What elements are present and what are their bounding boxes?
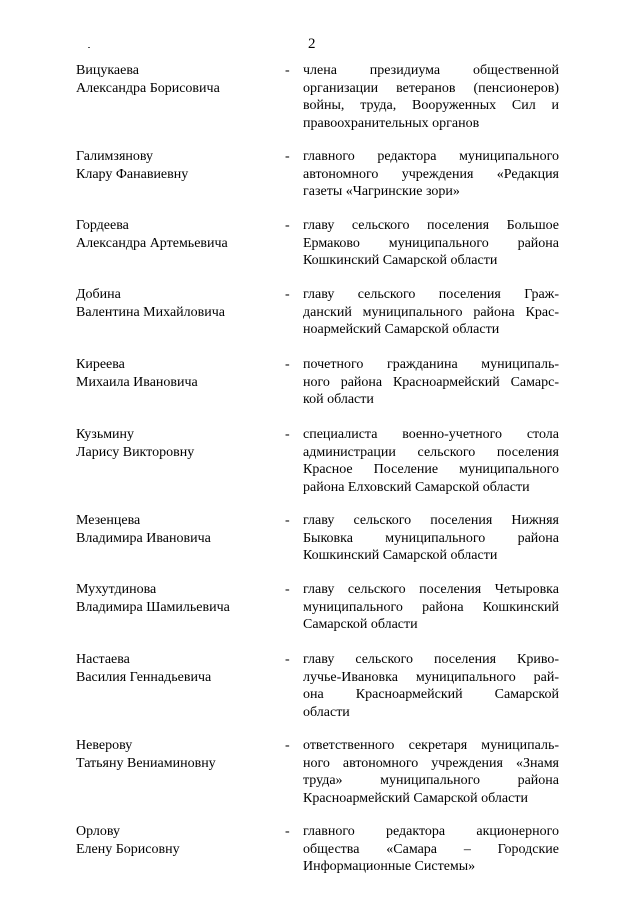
given-names: Владимира Ивановича [76, 530, 211, 546]
dash-separator: - [285, 513, 290, 528]
surname: Гордеева [76, 218, 129, 233]
dash-separator: - [285, 652, 290, 667]
role-line: ответственного секретаря муниципаль- [303, 738, 559, 753]
surname: Киреева [76, 357, 125, 372]
role-line: кой области [303, 392, 374, 407]
role-line: ного автономного учреждения «Знамя [303, 755, 559, 771]
surname: Галимзянову [76, 149, 154, 164]
surname: Вицукаева [76, 63, 139, 78]
given-names: Александра Артемьевича [76, 235, 228, 251]
person-name [76, 286, 276, 321]
person-name [76, 651, 276, 686]
role-line: лучье-Ивановка муниципального рай- [303, 669, 559, 685]
role-line: Кошкинский Самарской области [303, 253, 498, 268]
surname: Настаева [76, 652, 130, 667]
dash-separator: - [285, 357, 290, 372]
role-line: Информационные Системы» [303, 859, 476, 874]
dash-separator: - [285, 582, 290, 597]
role-line: Самарской области [303, 617, 418, 632]
surname: Добина [76, 287, 121, 302]
person-name [76, 737, 276, 772]
role-line: труда» муниципального района [303, 773, 559, 788]
role-line: данский муниципального района Крас- [303, 304, 559, 320]
person-name [76, 823, 276, 858]
role-line: Ермаково муниципального района [303, 235, 559, 251]
role-line: главу сельского поселения Криво- [303, 652, 559, 667]
person-role [303, 286, 559, 339]
scan-speck [88, 47, 90, 48]
given-names: Василия Геннадьевича [76, 669, 212, 685]
role-line: администрации сельского поселения [303, 444, 559, 460]
person-role [303, 148, 559, 201]
role-line: Красное Поселение муниципального [303, 462, 559, 477]
given-names: Александра Борисовича [76, 80, 220, 96]
page-number: 2 [308, 36, 316, 52]
person-name [76, 426, 276, 461]
person-role [303, 62, 559, 132]
role-line: области [303, 704, 350, 720]
role-line: района Елховский Самарской области [303, 479, 530, 495]
dash-separator: - [285, 738, 290, 753]
role-line: она Красноармейский Самарской [303, 687, 559, 702]
person-role [303, 823, 559, 876]
role-line: главного редактора муниципального [303, 149, 559, 164]
surname: Неверову [76, 738, 133, 753]
person-name [76, 148, 276, 183]
dash-separator: - [285, 287, 290, 302]
role-line: главу сельского поселения Нижняя [303, 513, 559, 528]
dash-separator: - [285, 218, 290, 233]
role-line: главу сельского поселения Четыровка [303, 582, 559, 597]
role-line: войны, труда, Вооруженных Сил и [303, 98, 559, 113]
role-line: муниципального района Кошкинский [303, 599, 559, 615]
given-names: Владимира Шамильевича [76, 599, 230, 615]
role-line: специалиста военно-учетного стола [303, 427, 559, 442]
role-line: главного редактора акционерного [303, 824, 559, 839]
person-name [76, 512, 276, 547]
given-names: Ларису Викторовну [76, 444, 195, 460]
role-line: правоохранительных органов [303, 115, 480, 131]
role-line: главу сельского поселения Большое [303, 218, 559, 233]
role-line: главу сельского поселения Граж- [303, 287, 559, 302]
person-role [303, 512, 559, 565]
role-line: общества «Самара – Городские [303, 841, 559, 857]
surname: Мезенцева [76, 513, 141, 528]
dash-separator: - [285, 63, 290, 78]
given-names: Татьяну Вениаминовну [76, 755, 216, 771]
role-line: члена президиума общественной [303, 63, 559, 78]
given-names: Михаила Ивановича [76, 374, 198, 390]
dash-separator: - [285, 427, 290, 442]
surname: Орлову [76, 824, 121, 839]
person-role [303, 356, 559, 409]
role-line: Быковка муниципального района [303, 530, 559, 546]
role-line: организации ветеранов (пенсионеров) [303, 80, 559, 96]
surname: Мухутдинова [76, 582, 157, 597]
person-name [76, 62, 276, 97]
person-name [76, 356, 276, 391]
role-line: Красноармейский Самарской области [303, 790, 528, 806]
dash-separator: - [285, 149, 290, 164]
role-line: почетного гражданина муниципаль- [303, 357, 559, 372]
dash-separator: - [285, 824, 290, 839]
given-names: Клару Фанавиевну [76, 166, 189, 182]
role-line: автономного учреждения «Редакция [303, 166, 559, 182]
person-role [303, 581, 559, 634]
person-name [76, 217, 276, 252]
person-role [303, 217, 559, 270]
role-line: ного района Красноармейский Самарс- [303, 374, 559, 390]
person-role [303, 737, 559, 807]
role-line: ноармейский Самарской области [303, 322, 500, 337]
person-role [303, 426, 559, 496]
person-role [303, 651, 559, 721]
role-line: газеты «Чагринские зори» [303, 184, 460, 199]
role-line: Кошкинский Самарской области [303, 548, 498, 563]
given-names: Валентина Михайловича [76, 304, 225, 320]
given-names: Елену Борисовну [76, 841, 180, 857]
surname: Кузьмину [76, 427, 135, 442]
person-name [76, 581, 276, 616]
